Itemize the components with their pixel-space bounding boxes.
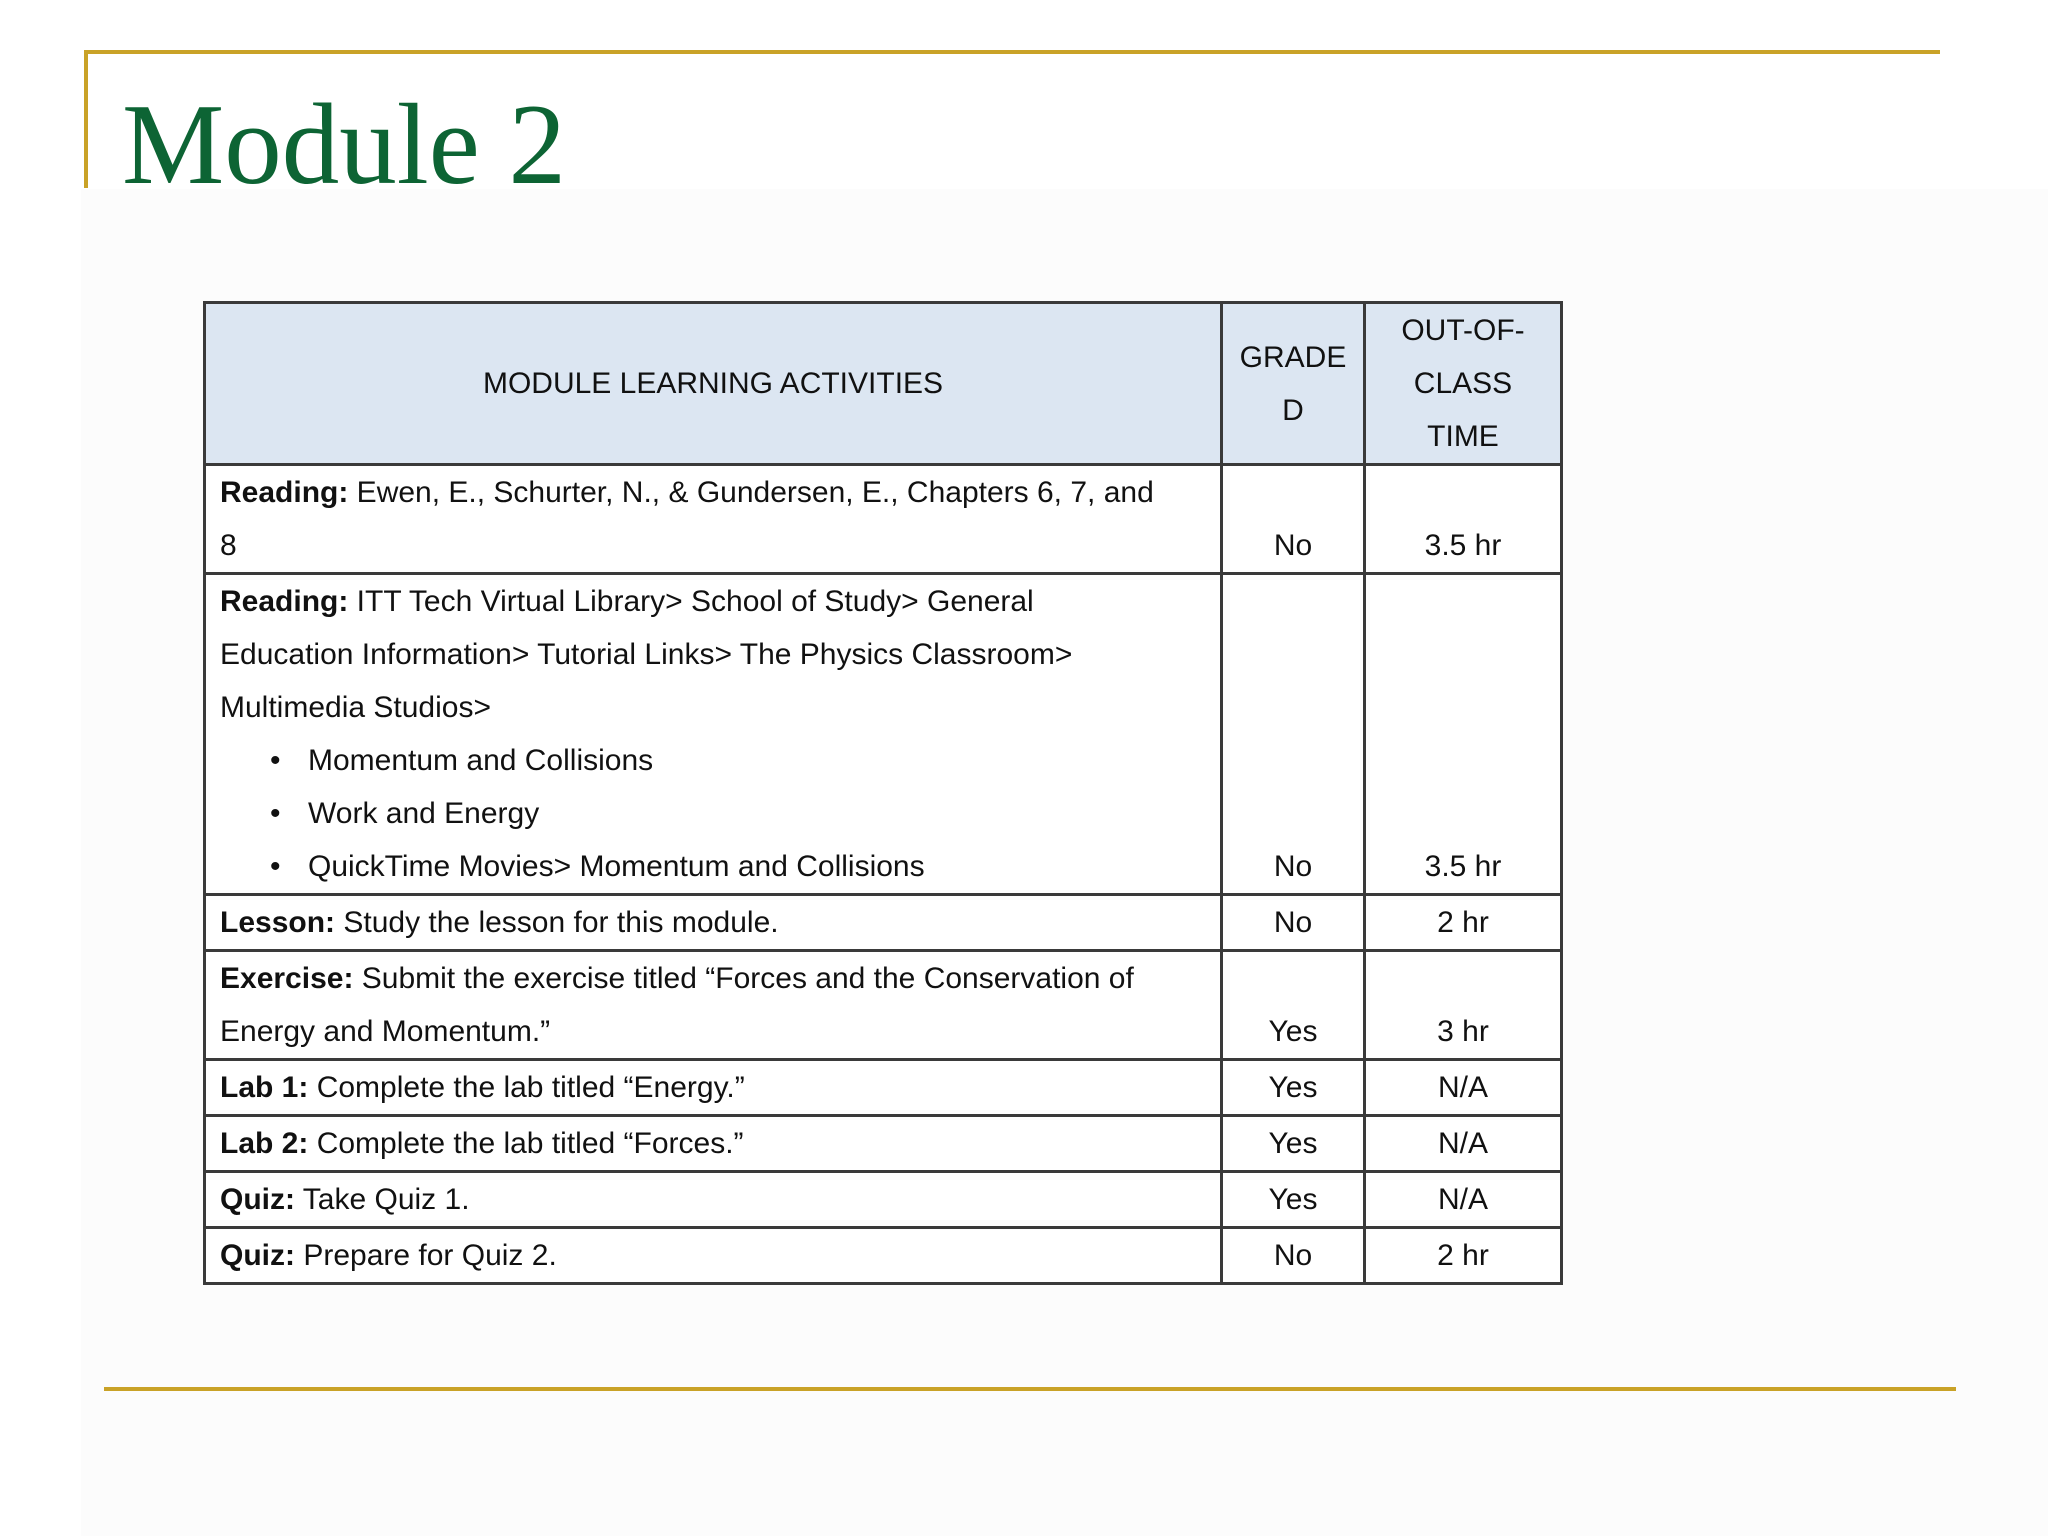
activity-text: ITT Tech Virtual Library> School of Study> General bbox=[348, 585, 1034, 618]
table-row bbox=[205, 1060, 1562, 1116]
time-cell: 2 hr bbox=[1365, 895, 1562, 951]
graded-cell: Yes bbox=[1222, 1172, 1365, 1228]
activity-cell bbox=[205, 1060, 1222, 1116]
activity-text: Submit the exercise titled “Forces and the Conservation of bbox=[353, 962, 1134, 995]
time-cell: N/A bbox=[1365, 1172, 1562, 1228]
activity-cell bbox=[205, 1228, 1222, 1284]
time-cell: N/A bbox=[1365, 1060, 1562, 1116]
list-item: • Momentum and Collisions bbox=[220, 734, 1206, 787]
activity-text: 8 bbox=[220, 529, 237, 562]
activity-type: Quiz: bbox=[220, 1239, 295, 1272]
activity-cell bbox=[205, 1172, 1222, 1228]
time-cell: 2 hr bbox=[1365, 1228, 1562, 1284]
table-row bbox=[205, 574, 1562, 895]
table-row bbox=[205, 465, 1562, 574]
activity-text: Education Information> Tutorial Links> The Physics Classroom> bbox=[220, 638, 1073, 671]
table-row bbox=[205, 951, 1562, 1060]
header-activities: MODULE LEARNING ACTIVITIES bbox=[205, 303, 1222, 465]
header-time: OUT-OF- CLASS TIME bbox=[1365, 303, 1562, 465]
activity-text: Prepare for Quiz 2. bbox=[295, 1239, 557, 1272]
resource-list bbox=[220, 734, 1206, 893]
activity-type: Reading: bbox=[220, 585, 349, 618]
graded-cell: Yes bbox=[1222, 1060, 1365, 1116]
table-row bbox=[205, 1116, 1562, 1172]
time-cell: 3.5 hr bbox=[1365, 465, 1562, 574]
activities-table bbox=[203, 301, 1563, 1285]
activity-text: Complete the lab titled “Forces.” bbox=[308, 1127, 744, 1160]
table-row bbox=[205, 895, 1562, 951]
activity-cell bbox=[205, 895, 1222, 951]
activity-type: Exercise: bbox=[220, 962, 354, 995]
graded-cell: No bbox=[1222, 574, 1365, 895]
activity-cell bbox=[205, 1116, 1222, 1172]
activity-text: Ewen, E., Schurter, N., & Gundersen, E., Chapters 6, 7, and bbox=[348, 476, 1154, 509]
time-cell: N/A bbox=[1365, 1116, 1562, 1172]
top-rule bbox=[84, 50, 1940, 54]
graded-cell: No bbox=[1222, 1228, 1365, 1284]
list-item: • QuickTime Movies> Momentum and Collisions bbox=[220, 840, 1206, 893]
activity-text: Take Quiz 1. bbox=[295, 1183, 470, 1216]
header-graded: GRADE D bbox=[1222, 303, 1365, 465]
time-cell: 3 hr bbox=[1365, 951, 1562, 1060]
activity-text: Energy and Momentum.” bbox=[220, 1015, 551, 1048]
activity-type: Lab 2: bbox=[220, 1127, 309, 1160]
graded-cell: No bbox=[1222, 465, 1365, 574]
activity-text: Multimedia Studios> bbox=[220, 691, 491, 724]
table-row bbox=[205, 1228, 1562, 1284]
bottom-rule bbox=[104, 1387, 1956, 1391]
list-item: • Work and Energy bbox=[220, 787, 1206, 840]
activity-cell bbox=[205, 465, 1222, 574]
header-row bbox=[205, 303, 1562, 465]
graded-cell: No bbox=[1222, 895, 1365, 951]
activity-type: Quiz: bbox=[220, 1183, 295, 1216]
left-rule bbox=[84, 50, 88, 188]
slide-title: Module 2 bbox=[122, 81, 566, 208]
time-cell: 3.5 hr bbox=[1365, 574, 1562, 895]
table-row bbox=[205, 1172, 1562, 1228]
activity-cell bbox=[205, 574, 1222, 895]
activity-type: Lab 1: bbox=[220, 1071, 309, 1104]
bullet-icon: • bbox=[270, 744, 281, 777]
activity-text: Complete the lab titled “Energy.” bbox=[308, 1071, 745, 1104]
graded-cell: Yes bbox=[1222, 951, 1365, 1060]
graded-cell: Yes bbox=[1222, 1116, 1365, 1172]
activity-type: Lesson: bbox=[220, 906, 336, 939]
bullet-icon: • bbox=[270, 797, 281, 830]
activity-cell bbox=[205, 951, 1222, 1060]
bullet-icon: • bbox=[270, 850, 281, 883]
activity-text: Study the lesson for this module. bbox=[335, 906, 779, 939]
activity-type: Reading: bbox=[220, 476, 349, 509]
